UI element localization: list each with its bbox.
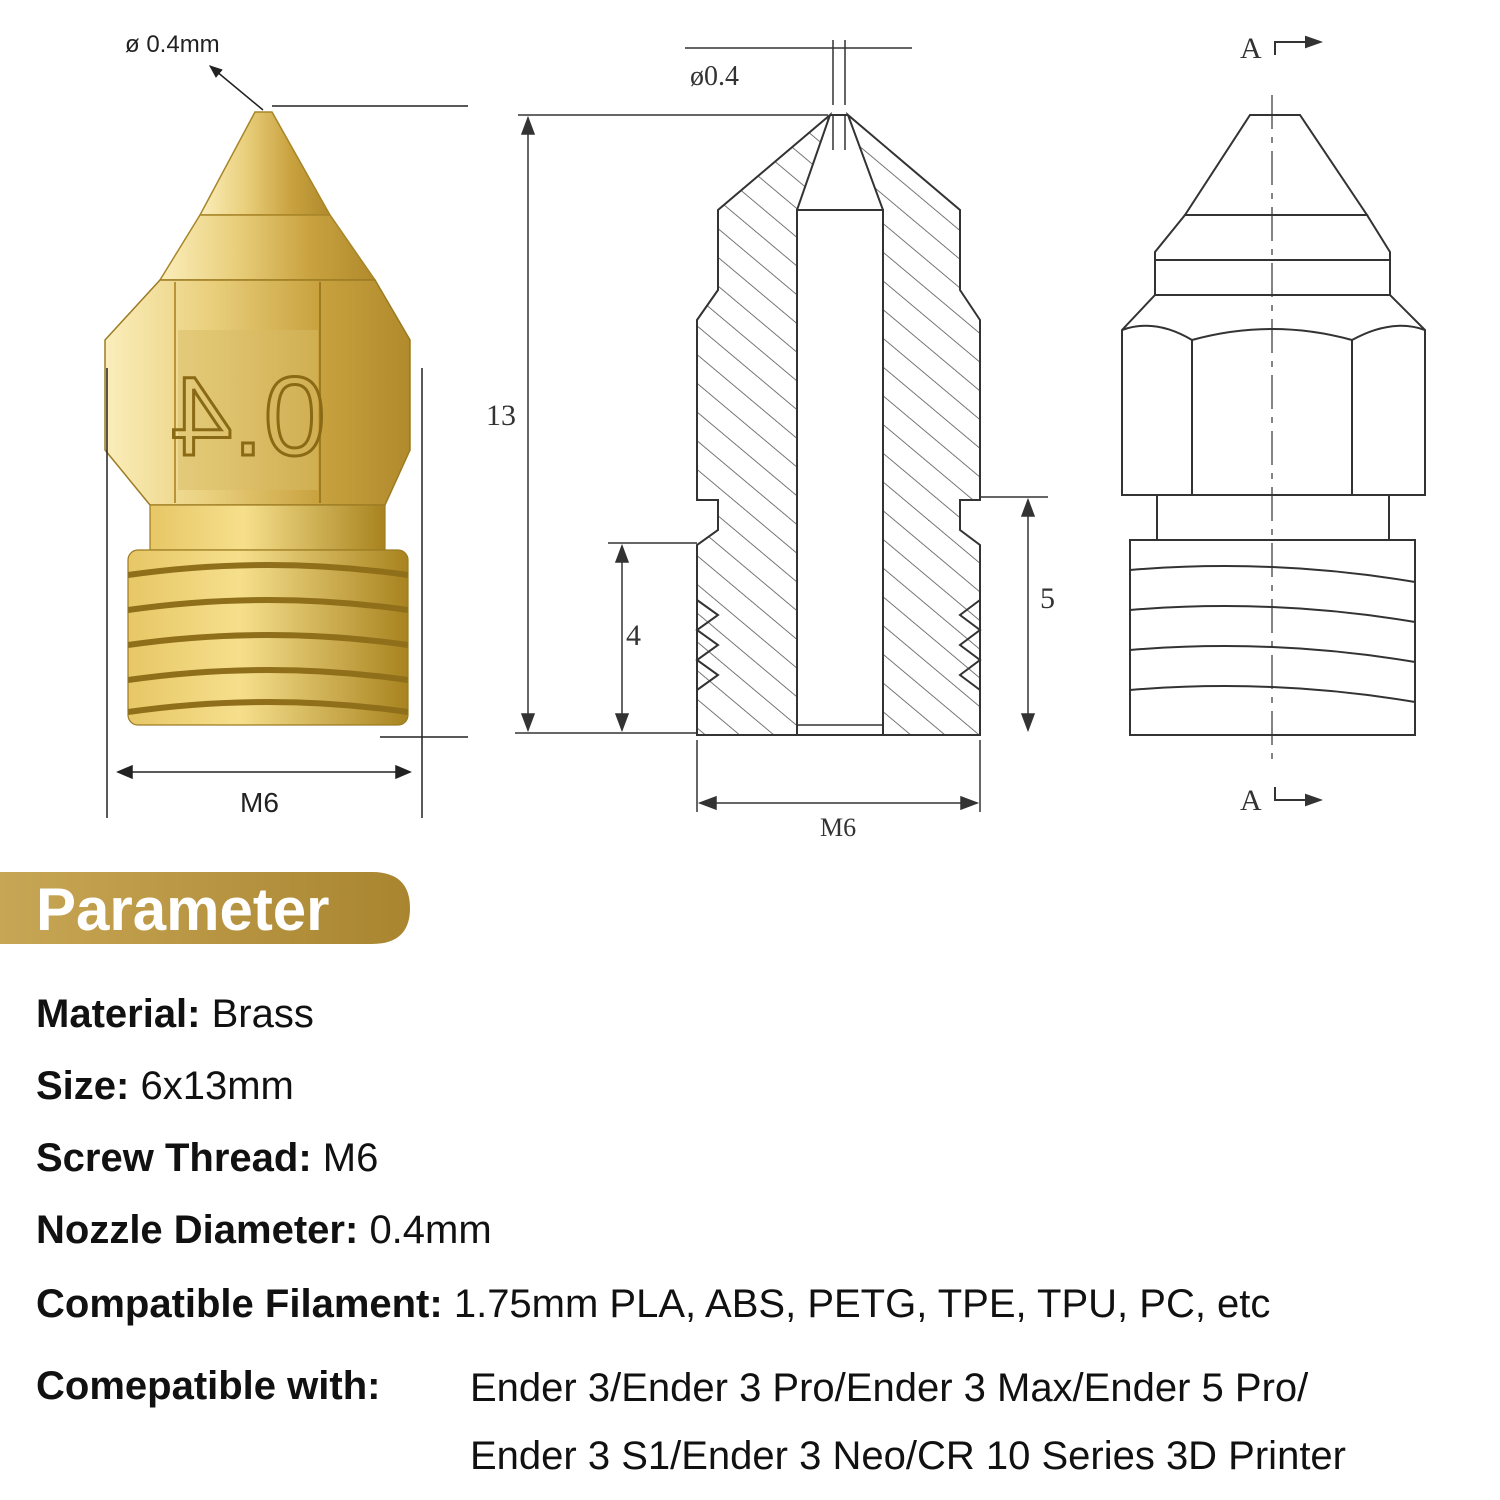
section-drawing — [697, 115, 980, 735]
overall-length-label: 13 — [486, 399, 516, 432]
section-mark-bottom: A — [1240, 784, 1262, 817]
param-thread — [36, 1134, 378, 1182]
param-filament-value: 1.75mm PLA, ABS, PETG, TPE, TPU, PC, etc — [453, 1282, 1271, 1326]
section-diameter-label: ø0.4 — [690, 61, 739, 92]
side-drawing — [1122, 37, 1425, 805]
param-material-value: Brass — [211, 992, 314, 1036]
param-nozzle-value: 0.4mm — [369, 1208, 492, 1252]
param-material — [36, 990, 314, 1038]
param-thread-label: Screw Thread: — [36, 1136, 312, 1180]
param-size-label: Size: — [36, 1064, 130, 1108]
param-filament — [36, 1280, 1270, 1328]
thread-length-right-label: 5 — [1040, 582, 1055, 615]
param-compat-line-1: Ender 3/Ender 3 Pro/Ender 3 Max/Ender 5 Pro/ — [470, 1366, 1309, 1410]
param-material-label: Material: — [36, 992, 201, 1036]
photo-thread-label: M6 — [240, 787, 279, 818]
param-size — [36, 1062, 294, 1110]
param-size-value: 6x13mm — [140, 1064, 294, 1108]
section-mark-top: A — [1240, 32, 1262, 65]
tip-diameter-label: ø 0.4mm — [125, 31, 220, 58]
thread-length-left-label: 4 — [626, 619, 641, 652]
thread-ridges — [128, 550, 408, 725]
param-filament-label: Compatible Filament: — [36, 1282, 443, 1326]
nozzle-engraving: 0.4 — [170, 354, 326, 479]
section-thread-label: M6 — [820, 813, 857, 842]
param-compat-line-2: Ender 3 S1/Ender 3 Neo/CR 10 Series 3D Printer — [470, 1434, 1346, 1478]
param-compat-label: Comepatible with: — [36, 1364, 381, 1408]
param-thread-value: M6 — [322, 1136, 379, 1180]
param-nozzle — [36, 1206, 492, 1254]
brass-nozzle-photo — [105, 112, 410, 725]
param-nozzle-label: Nozzle Diameter: — [36, 1208, 359, 1252]
parameter-heading: Parameter — [36, 876, 330, 943]
